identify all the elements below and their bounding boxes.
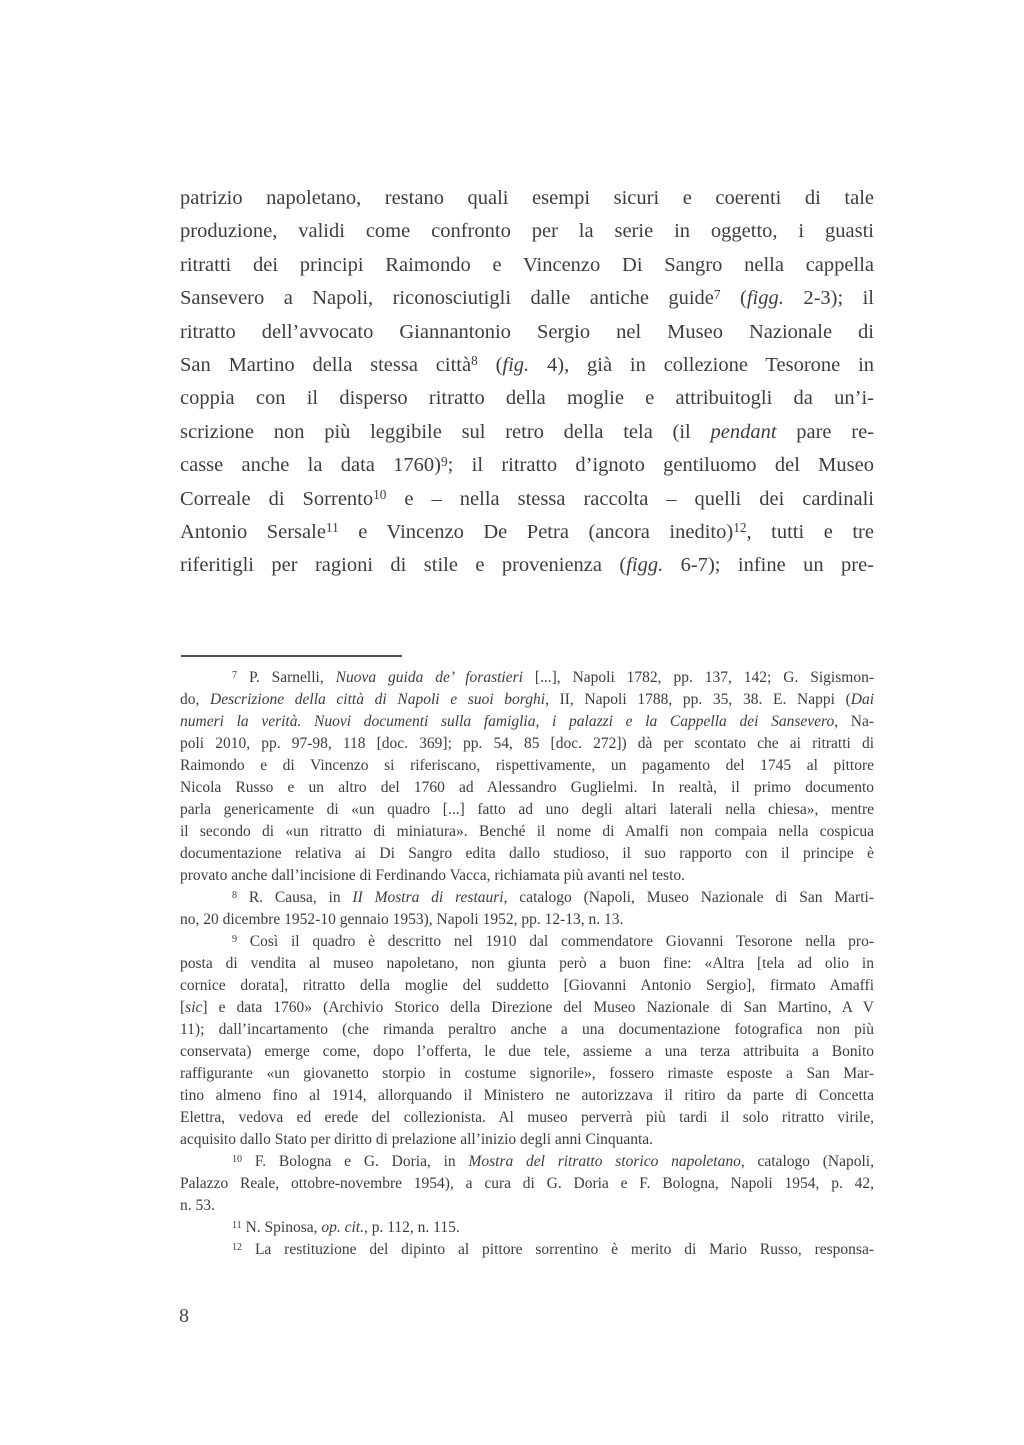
text-run: n. 53. [180,1197,215,1214]
italic-text-run: Dai [850,691,874,708]
footnote-reference-superscript: 7 [713,286,721,302]
text-run: e – nella stessa raccolta – quelli dei cardinali [386,487,874,510]
footnote-reference-superscript: 10 [232,1153,243,1165]
text-run: conservata) emerge come, dopo l’offerta, le due tele, assieme a una terza attribuita a Bonito [180,1043,874,1060]
italic-text-run: II Mostra di restauri [352,889,504,906]
text-run: F. Bologna e G. Doria, in [242,1153,469,1170]
text-run: tino almeno fino al 1914, allorquando il Ministero ne autorizzava il ritiro da parte di Concetta [180,1087,874,1104]
footnote-line [180,755,874,777]
text-run: R. Causa, in [237,889,353,906]
footnote-reference-superscript: 12 [232,1241,243,1253]
text-run: cornice dorata], ritratto della moglie del suddetto [Giovanni Antonio Sergio], firmato Amaffi [180,977,874,994]
footnote-reference-superscript: 11 [232,1219,242,1231]
body-text-line [180,549,874,582]
italic-text-run: pendant [710,420,777,443]
footnote-line [180,1085,874,1107]
footnote-9 [180,931,874,1151]
text-run: Elettra, vedova ed erede del collezionista. Al museo perverrà più tardi il solo ritratto virile, [180,1109,874,1126]
text-run: Correale di Sorrento [180,487,374,510]
text-run: P. Sarnelli, [237,669,336,686]
footnote-line [180,1151,874,1173]
text-run: , catalogo (Napoli, [740,1153,874,1170]
footnote-line [180,821,874,843]
italic-text-run: Nuova guida de’ forastieri [335,669,523,686]
footnote-line [180,733,874,755]
text-run: Raimondo e di Vincenzo si riferiscano, rispettivamente, un pagamento del 1745 al pittore [180,757,874,774]
footnote-reference-superscript: 8 [232,889,238,901]
footnote-line [180,953,874,975]
body-text-line [180,382,874,415]
text-run: ; il ritratto d’ignoto gentiluomo del Museo [447,454,874,477]
footnote-line [180,843,874,865]
text-run: 6-7); infine un pre- [663,554,874,577]
text-run: casse anche la data 1760) [180,454,441,477]
text-run: La restituzione del dipinto al pittore sorrentino è merito di Mario Russo, responsa- [242,1241,874,1258]
italic-text-run: op. cit. [321,1219,364,1236]
footnote-8 [180,887,874,931]
body-text-line [180,449,874,482]
text-run: ( [477,353,503,376]
body-text-line [180,483,874,516]
text-run: e Vincenzo De Petra (ancora inedito) [338,520,734,543]
footnote-reference-superscript: 11 [325,520,339,536]
footnote-separator-rule [181,655,402,657]
footnote-line [180,865,874,887]
footnote-line [180,1107,874,1129]
text-run: il secondo di «un ritratto di miniatura». Benché il nome di Amalfi non compaia nella cospicua [180,823,874,840]
footnote-line [180,997,874,1019]
footnote-line [180,1217,874,1239]
text-run: Così il quadro è descritto nel 1910 dal commendatore Giovanni Tesorone nella pro- [237,933,874,950]
footnote-reference-superscript: 9 [441,453,448,469]
body-text-line [180,215,874,248]
footnote-reference-superscript: 12 [733,520,747,536]
text-run: 11); dall’incartamento (che rimanda peraltro anche a una documentazione fotografica non più [180,1021,874,1038]
text-run: Antonio Sersale [180,520,326,543]
footnote-line [180,975,874,997]
text-run: patrizio napoletano, restano quali esempi sicuri e coerenti di tale [180,187,874,209]
text-run: 2-3); il [783,287,874,310]
footnote-line [180,1019,874,1041]
footnote-line [180,689,874,711]
footnote-line [180,1063,874,1085]
footnote-reference-superscript: 10 [373,486,387,502]
text-run: N. Spinosa, [241,1219,322,1236]
footnote-line [180,887,874,909]
text-run: Nicola Russo e un altro del 1760 ad Alessandro Guglielmi. In realtà, il primo documento [180,779,874,796]
text-run: pare re- [776,420,874,443]
italic-text-run: Mostra del ritratto storico napoletano [468,1153,741,1170]
footnote-11 [180,1217,874,1239]
footnote-line [180,1041,874,1063]
body-text-line [180,416,874,449]
footnote-reference-superscript: 8 [471,353,478,369]
text-run: ] e data 1760» (Archivio Storico della Direzione del Museo Nazionale di San Martino, A V [202,999,874,1016]
text-run: parla genericamente di «un quadro [...] fatto ad uno degli altari laterali nella chiesa», mentre [180,801,874,818]
text-run: Sansevero a Napoli, riconosciutigli dalle antiche guide [180,287,714,310]
text-run: posta di vendita al museo napoletano, non giunta però a buon fine: «Altra [tela ad olio in [180,955,874,972]
italic-text-run: Descrizione della città di Napoli e suoi borghi [210,691,546,708]
footnote-line [180,777,874,799]
italic-text-run: sic [185,999,203,1016]
italic-text-run: numeri la verità. Nuovi documenti sulla famiglia, i palazzi e la Cappella dei Sansevero [180,713,835,730]
footnote-7 [180,667,874,887]
text-run: do, [180,691,211,708]
footnote-line [180,909,874,931]
footnote-line [180,799,874,821]
footnote-line [180,931,874,953]
text-run: no, 20 dicembre 1952-10 gennaio 1953), Napoli 1952, pp. 12-13, n. 13. [180,911,624,928]
text-run: documentazione relativa ai Di Sangro edita dallo studioso, il suo rapporto con il principe è [180,845,874,862]
text-run: ( [720,287,747,310]
footnote-reference-superscript: 7 [232,669,238,681]
footnote-10 [180,1151,874,1217]
footnote-reference-superscript: 9 [232,933,238,945]
body-text-line [180,316,874,349]
text-run: , Na- [834,713,874,730]
text-run: poli 2010, pp. 97-98, 118 [doc. 369]; pp. 54, 85 [doc. 272]) dà per scontato che ai ritratti di [180,735,874,752]
text-run: produzione, validi come confronto per la serie in oggetto, i guasti [180,220,874,243]
body-text-line [180,182,874,215]
text-run: acquisito dallo Stato per diritto di prelazione all’inizio degli anni Cinquanta. [180,1131,654,1148]
main-text-block [180,182,874,583]
text-run: [...], Napoli 1782, pp. 137, 142; G. Sigismon- [522,669,874,686]
text-run: , catalogo (Napoli, Museo Nazionale di San Marti- [503,889,874,906]
footnote-line [180,1195,874,1217]
text-run: Palazzo Reale, ottobre-novembre 1954), a cura di G. Doria e F. Bologna, Napoli 1954, p. 42, [180,1175,874,1192]
italic-text-run: figg. [746,287,784,310]
text-run: scrizione non più leggibile sul retro della tela (il [180,420,711,443]
body-text-line [180,516,874,549]
italic-text-run: figg. [626,554,664,577]
text-run: raffigurante «un giovanetto storpio in costume signorile», fossero rimaste esposte a San Mar- [180,1065,874,1082]
text-run: provato anche dall’incisione di Ferdinando Vacca, richiamata più avanti nel testo. [180,867,686,884]
body-text-line [180,249,874,282]
text-run: ritratto dell’avvocato Giannantonio Sergio nel Museo Nazionale di [180,320,874,343]
text-run: San Martino della stessa città [180,353,472,376]
text-run: coppia con il disperso ritratto della moglie e attribuitogli da un’i- [180,387,874,410]
page-number: 8 [179,1305,189,1327]
footnote-line [180,667,874,689]
text-run: , II, Napoli 1788, pp. 35, 38. E. Nappi ( [545,691,851,708]
footnote-line [180,1239,874,1261]
text-run: , tutti e tre [746,520,874,543]
footnote-line [180,711,874,733]
text-run: 4), già in collezione Tesorone in [529,353,874,376]
body-text-line [180,282,874,315]
text-run: , p. 112, n. 115. [364,1219,460,1236]
footnotes-block [180,667,874,1261]
footnote-line [180,1129,874,1151]
italic-text-run: fig. [502,353,530,376]
text-run: ritratti dei principi Raimondo e Vincenzo Di Sangro nella cappella [180,253,874,276]
body-text-line [180,349,874,382]
footnote-line [180,1173,874,1195]
text-run: riferitigli per ragioni di stile e provenienza ( [180,554,627,577]
footnote-12 [180,1239,874,1261]
text-run: [ [180,999,186,1016]
